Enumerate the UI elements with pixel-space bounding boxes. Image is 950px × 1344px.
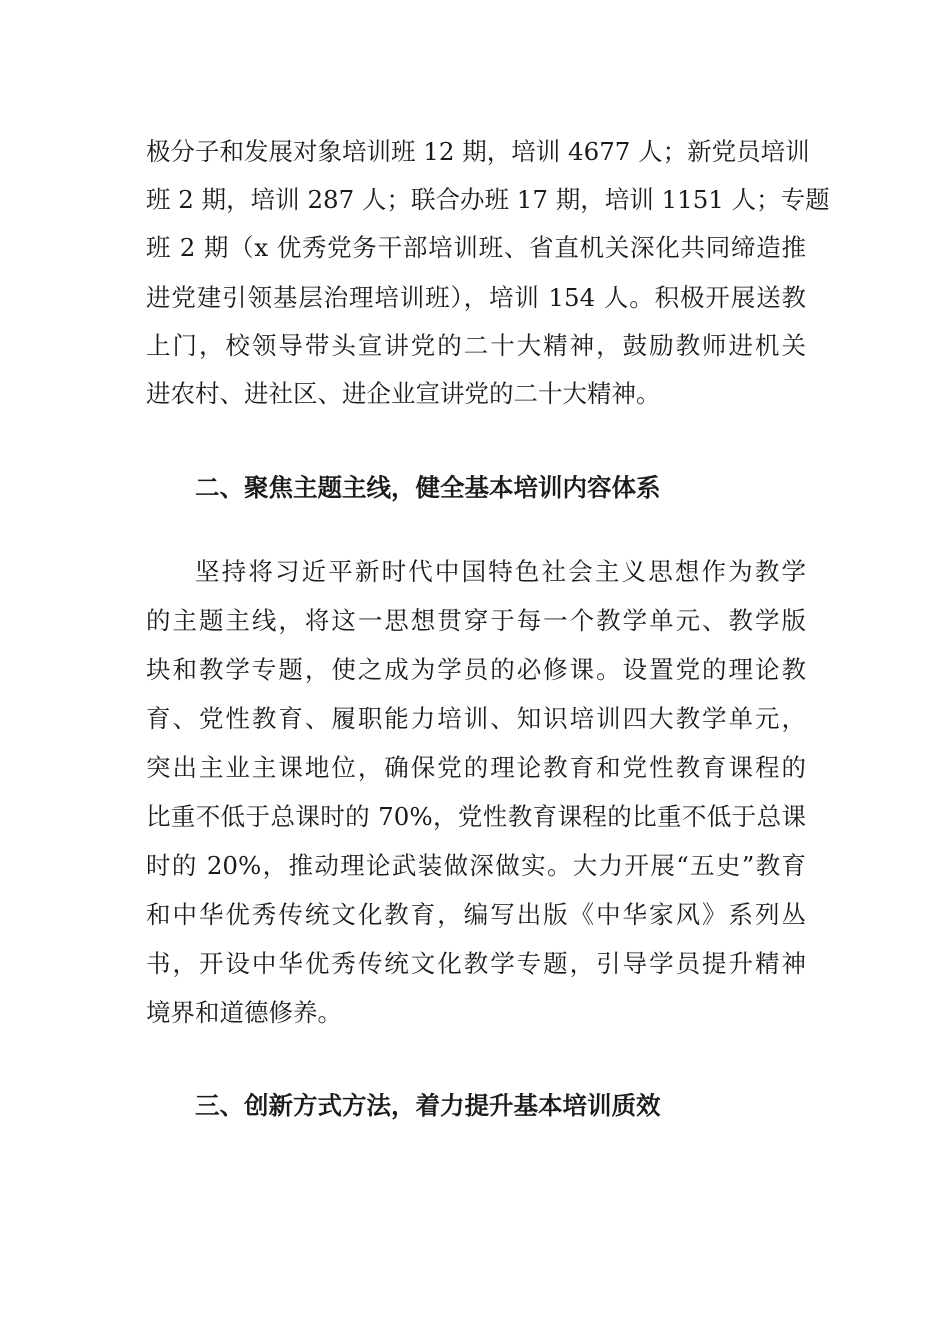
text-line: 进党建引领基层治理培训班），培训 154 人。积极开展送教 (146, 283, 806, 312)
text-line: 班 2 期，培训 287 人；联合办班 17 期，培训 1151 人；专题 (146, 185, 830, 214)
text-line: 和中华优秀传统文化教育，编写出版《中华家风》系列丛 (146, 900, 806, 929)
text-line: 块和教学专题，使之成为学员的必修课。设置党的理论教 (146, 655, 806, 684)
section-heading-3: 三、创新方式方法，着力提升基本培训质效 (195, 1091, 661, 1120)
text-line: 上门，校领导带头宣讲党的二十大精神，鼓励教师进机关 (146, 331, 806, 360)
text-line: 极分子和发展对象培训班 12 期，培训 4677 人；新党员培训 (146, 137, 810, 166)
text-line: 书，开设中华优秀传统文化教学专题，引导学员提升精神 (146, 949, 806, 978)
text-line: 班 2 期（x 优秀党务干部培训班、省直机关深化共同缔造推 (146, 233, 806, 262)
text-line: 比重不低于总课时的 70%，党性教育课程的比重不低于总课 (146, 802, 806, 831)
section-heading-2: 二、聚焦主题主线，健全基本培训内容体系 (195, 473, 661, 502)
text-line: 突出主业主课地位，确保党的理论教育和党性教育课程的 (146, 753, 806, 782)
text-line: 时的 20%，推动理论武装做深做实。大力开展“五史”教育 (146, 851, 806, 880)
text-line: 的主题主线，将这一思想贯穿于每一个教学单元、教学版 (146, 606, 806, 635)
text-line: 境界和道德修养。 (146, 998, 342, 1027)
text-line: 坚持将习近平新时代中国特色社会主义思想作为教学 (195, 557, 806, 586)
text-line: 进农村、进社区、进企业宣讲党的二十大精神。 (146, 379, 661, 408)
text-line: 育、党性教育、履职能力培训、知识培训四大教学单元， (146, 704, 806, 733)
